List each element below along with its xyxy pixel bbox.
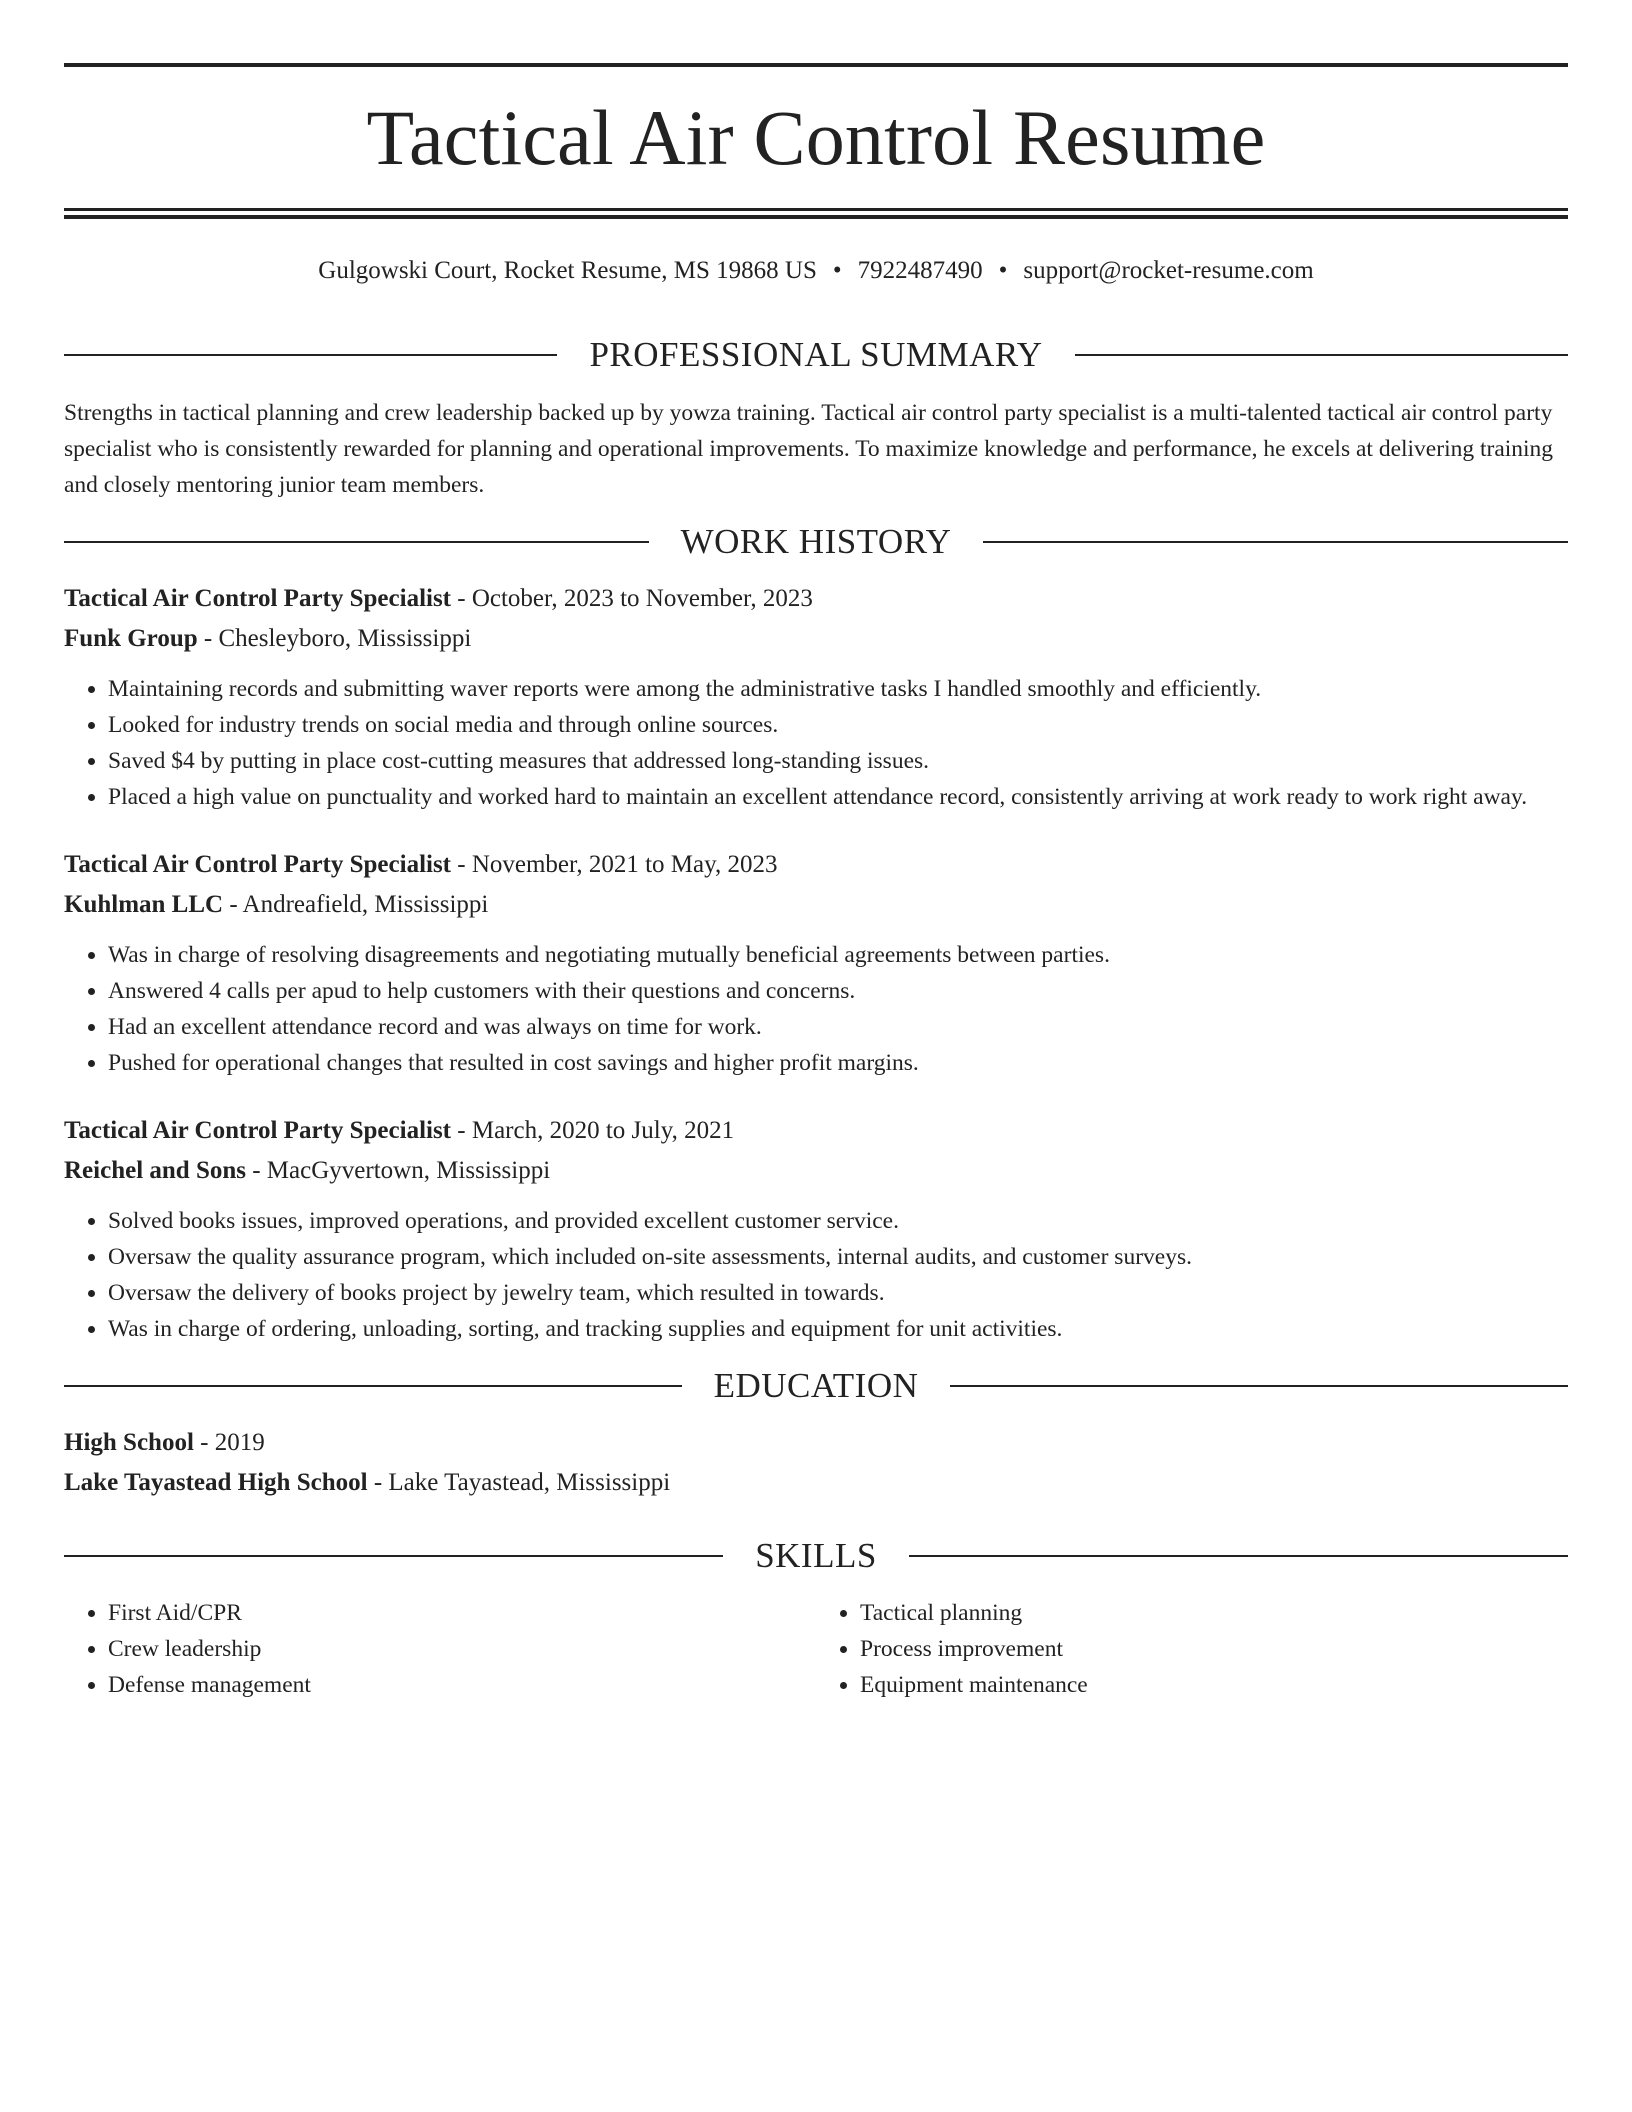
skills-column-right — [816, 1595, 1568, 1703]
heading-rule-left — [64, 1385, 682, 1387]
job-location: - Chesleyboro, Mississippi — [197, 625, 472, 652]
job-title: Tactical Air Control Party Specialist — [64, 585, 452, 612]
contact-separator: • — [998, 257, 1008, 284]
job-entry — [64, 1111, 1568, 1347]
job-title: Tactical Air Control Party Specialist — [64, 851, 452, 878]
skill-item: • Defense management — [108, 1667, 816, 1703]
section-title: EDUCATION — [713, 1366, 919, 1405]
education-entry — [64, 1423, 1568, 1503]
job-dates: - March, 2020 to July, 2021 — [451, 1117, 735, 1144]
job-bullets — [64, 671, 1568, 815]
education-degree-line — [64, 1423, 1568, 1463]
heading-rule-left — [64, 354, 557, 356]
list-item: • Oversaw the quality assurance program, which included on-site assessments, internal audits, and customer surveys. — [108, 1239, 1568, 1275]
heading-rule-right — [1075, 354, 1568, 356]
job-company-line — [64, 1151, 1568, 1191]
heading-rule-left — [64, 541, 649, 543]
job-bullets — [64, 937, 1568, 1081]
education-school-line — [64, 1463, 1568, 1503]
skill-item: • First Aid/CPR — [108, 1595, 816, 1631]
section-title: PROFESSIONAL SUMMARY — [589, 335, 1043, 374]
skill-item: • Equipment maintenance — [860, 1667, 1568, 1703]
section-heading-summary — [64, 330, 1568, 380]
skills-column-left — [64, 1595, 816, 1703]
section-heading-work — [64, 517, 1568, 567]
title-double-rule — [64, 208, 1568, 219]
job-company-line — [64, 619, 1568, 659]
contact-address: Gulgowski Court, Rocket Resume, MS 19868 US — [318, 257, 817, 284]
contact-email: support@rocket-resume.com — [1023, 257, 1314, 284]
list-item: • Was in charge of resolving disagreements and negotiating mutually beneficial agreements between parties. — [108, 937, 1568, 973]
contact-separator: • — [832, 257, 842, 284]
list-item: • Saved $4 by putting in place cost-cutting measures that addressed long-standing issues. — [108, 743, 1568, 779]
list-item: • Oversaw the delivery of books project by jewelry team, which resulted in towards. — [108, 1275, 1568, 1311]
list-item: • Solved books issues, improved operations, and provided excellent customer service. — [108, 1203, 1568, 1239]
job-location: - Andreafield, Mississippi — [223, 891, 489, 918]
list-item: • Maintaining records and submitting waver reports were among the administrative tasks I handled smoothly and efficiently. — [108, 671, 1568, 707]
list-item: • Had an excellent attendance record and was always on time for work. — [108, 1009, 1568, 1045]
education-location: - Lake Tayastead, Mississippi — [367, 1469, 671, 1496]
job-entry — [64, 579, 1568, 815]
job-company: Funk Group — [64, 625, 198, 652]
job-dates: - October, 2023 to November, 2023 — [451, 585, 813, 612]
summary-text: Strengths in tactical planning and crew leadership backed up by yowza training. Tactical air control party specialist is a multi-talented tactical air control party specialist who is consistently rewarded for planning and operational improvements. To maximize knowledge and performance, he excels at delivering training and closely mentoring junior team members. — [64, 400, 1554, 498]
section-title: SKILLS — [755, 1536, 877, 1575]
contact-line — [64, 254, 1568, 288]
job-title-line — [64, 1111, 1568, 1151]
skill-item: • Crew leadership — [108, 1631, 816, 1667]
job-company: Kuhlman LLC — [64, 891, 224, 918]
list-item: • Looked for industry trends on social media and through online sources. — [108, 707, 1568, 743]
page-title: Tactical Air Control Resume — [366, 94, 1266, 181]
skills-list — [64, 1595, 1568, 1703]
contact-phone: 7922487490 — [857, 257, 983, 284]
section-heading-education — [64, 1361, 1568, 1411]
education-year: - 2019 — [193, 1429, 265, 1456]
job-title-line — [64, 579, 1568, 619]
heading-rule-right — [909, 1555, 1568, 1557]
education-degree: High School — [64, 1429, 194, 1456]
section-title: WORK HISTORY — [680, 522, 952, 561]
job-title: Tactical Air Control Party Specialist — [64, 1117, 452, 1144]
job-company-line — [64, 885, 1568, 925]
resume-content — [64, 330, 1568, 1703]
job-location: - MacGyvertown, Mississippi — [245, 1157, 551, 1184]
job-title-line — [64, 845, 1568, 885]
job-bullets — [64, 1203, 1568, 1347]
list-item: • Placed a high value on punctuality and worked hard to maintain an excellent attendance record, consistently arriving at work ready to work right away. — [108, 779, 1568, 815]
education-school: Lake Tayastead High School — [64, 1469, 368, 1496]
skill-item: • Tactical planning — [860, 1595, 1568, 1631]
list-item: • Was in charge of ordering, unloading, sorting, and tracking supplies and equipment for unit activities. — [108, 1311, 1568, 1347]
heading-rule-right — [983, 541, 1568, 543]
job-entry — [64, 845, 1568, 1081]
skill-item: • Process improvement — [860, 1631, 1568, 1667]
list-item: • Pushed for operational changes that resulted in cost savings and higher profit margins. — [108, 1045, 1568, 1081]
job-dates: - November, 2021 to May, 2023 — [451, 851, 778, 878]
job-company: Reichel and Sons — [64, 1157, 246, 1184]
section-heading-skills — [64, 1531, 1568, 1581]
heading-rule-right — [950, 1385, 1568, 1387]
heading-rule-left — [64, 1555, 723, 1557]
list-item: • Answered 4 calls per apud to help customers with their questions and concerns. — [108, 973, 1568, 1009]
top-rule — [64, 63, 1568, 67]
